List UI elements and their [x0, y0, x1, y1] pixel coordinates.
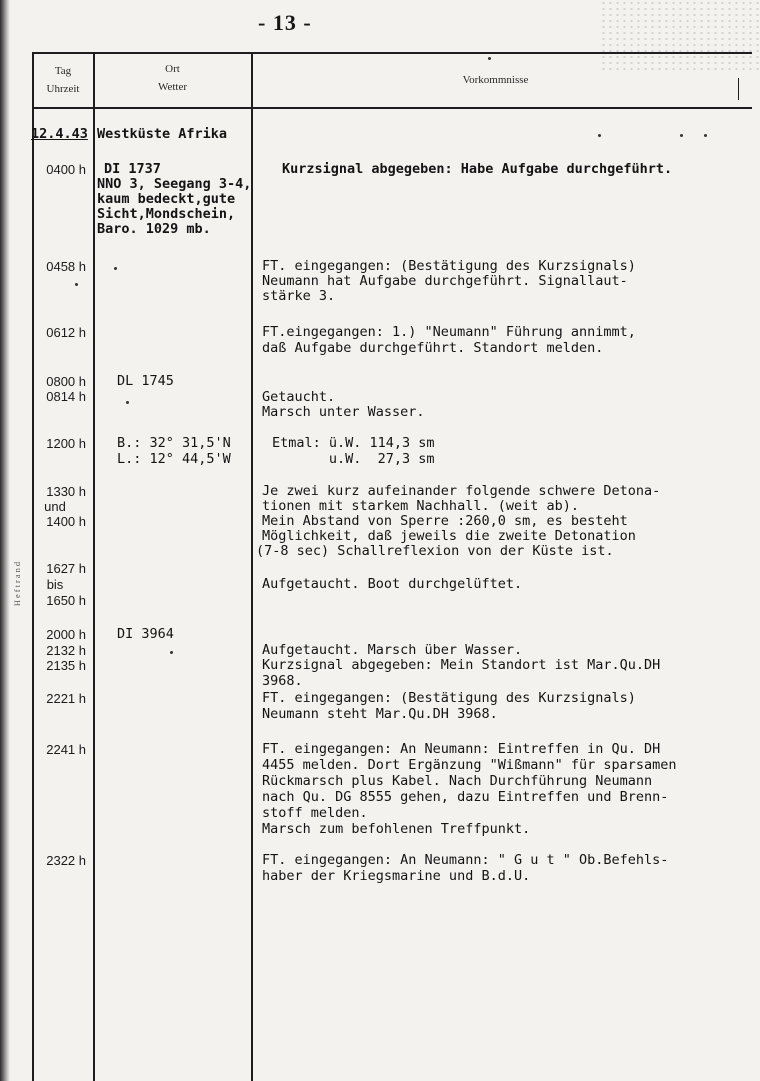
time-0400: 0400 h [46, 162, 86, 177]
time-1627: 1627 h [46, 561, 86, 576]
text-2322-line: FT. eingegangen: An Neumann: " G u t " Ob.Befehls- [262, 852, 669, 868]
ort-0400-line: Sicht,Mondschein, [97, 206, 236, 222]
text-0612-line: FT.eingegangen: 1.) "Neumann" Führung annimmt, [262, 324, 636, 340]
column-divider-2 [251, 52, 253, 1081]
time-1650: 1650 h [46, 593, 86, 608]
header-tag-uhrzeit [34, 62, 92, 98]
time-2132: 2132 h [46, 643, 86, 658]
text-2241-line: stoff melden. [262, 805, 368, 821]
time-und: und [44, 499, 66, 514]
speck [598, 134, 601, 137]
time-2135: 2135 h [46, 658, 86, 673]
speck [126, 401, 129, 404]
text-2241-line: nach Qu. DG 8555 gehen, dazu Eintreffen und Brenn- [262, 789, 669, 805]
entry-location: Westküste Afrika [97, 126, 228, 142]
time-0458: 0458 h [46, 259, 86, 274]
text-1330-line: Möglichkeit, daß jeweils die zweite Detonation [262, 528, 636, 544]
margin-label: Heftrand [12, 559, 22, 607]
header-wetter: Wetter [157, 81, 188, 93]
text-0458-line: stärke 3. [262, 288, 336, 304]
time-1200: 1200 h [46, 436, 86, 451]
text-1200-line: u.W. 27,3 sm [272, 451, 435, 467]
text-2000-line: Kurzsignal abgegeben: Mein Standort ist Mar.Qu.DH [262, 657, 661, 673]
column-divider-1 [93, 52, 95, 1081]
text-0612-line: daß Aufgabe durchgeführt. Standort melden. [262, 340, 604, 356]
text-2322-line: haber der Kriegsmarine und B.d.U. [262, 868, 531, 884]
text-0800-line: Marsch unter Wasser. [262, 404, 425, 420]
time-0612: 0612 h [46, 325, 86, 340]
text-2000-line: 3968. [262, 673, 303, 689]
header-vorkommnisse: Vorkommnisse [462, 74, 529, 86]
time-1330: 1330 h [46, 484, 86, 499]
text-2241-line: Rückmarsch plus Kabel. Nach Durchführung Neumann [262, 773, 653, 789]
text-0800-line: Getaucht. [262, 389, 336, 405]
binding-shadow [0, 0, 10, 1081]
ort-0400-line: kaum bedeckt,gute [97, 191, 236, 207]
ort-1200-line: B.: 32° 31,5'N [117, 435, 231, 451]
time-0800: 0800 h [46, 374, 86, 389]
time-bis: bis [46, 577, 64, 592]
speck [75, 283, 78, 286]
text-2241-line: FT. eingegangen: An Neumann: Eintreffen in Qu. DH [262, 741, 661, 757]
text-2000-line: Aufgetaucht. Marsch über Wasser. [262, 642, 523, 658]
text-2000-line: Neumann steht Mar.Qu.DH 3968. [262, 706, 498, 722]
ort-0400-line: NNO 3, Seegang 3-4, [97, 176, 252, 192]
time-2221: 2221 h [46, 691, 86, 706]
text-1330-line: (7-8 sec) Schallreflexion von der Küste ist. [256, 543, 614, 559]
text-0458-line: FT. eingegangen: (Bestätigung des Kurzsignals) [262, 258, 636, 274]
header-bottom-border [32, 107, 752, 109]
time-1400: 1400 h [46, 514, 86, 529]
scan-noise [600, 0, 760, 70]
page-number: - 13 - [258, 10, 312, 35]
speck [680, 134, 683, 137]
text-2241-line: 4455 melden. Dort Ergänzung "Wißmann" für sparsamen [262, 757, 677, 773]
text-1330-line: Je zwei kurz aufeinander folgende schwere Detona- [262, 483, 661, 499]
entry-date: 12.4.43 [31, 126, 88, 142]
text-0400-line: Kurzsignal abgegeben: Habe Aufgabe durchgeführt. [282, 161, 673, 177]
ort-0800: DL 1745 [117, 373, 174, 389]
header-uhrzeit: Uhrzeit [46, 83, 80, 95]
time-0814: 0814 h [46, 389, 86, 404]
text-1627-line: Aufgetaucht. Boot durchgelüftet. [262, 576, 523, 592]
table-right-border [738, 78, 739, 100]
speck [488, 57, 491, 60]
text-2241-line: Marsch zum befohlenen Treffpunkt. [262, 821, 531, 837]
header-tag: Tag [54, 65, 72, 77]
text-2000-line: FT. eingegangen: (Bestätigung des Kurzsignals) [262, 690, 636, 706]
speck [170, 651, 173, 654]
time-2241: 2241 h [46, 742, 86, 757]
header-ort-wetter [95, 60, 250, 96]
ort-0400-line: Baro. 1029 mb. [97, 221, 211, 237]
text-0458-line: Neumann hat Aufgabe durchgeführt. Signallaut- [262, 273, 628, 289]
table-top-border [32, 52, 752, 54]
text-1200-line: Etmal: ü.W. 114,3 sm [272, 435, 435, 451]
speck [704, 134, 707, 137]
text-1330-line: Mein Abstand von Sperre :260,0 sm, es besteht [262, 513, 628, 529]
ort-0400-line: DI 1737 [104, 161, 161, 177]
header-ort: Ort [165, 63, 180, 75]
ort-2000: DI 3964 [117, 626, 174, 642]
time-2000: 2000 h [46, 627, 86, 642]
text-1330-line: tionen mit starkem Nachhall. (weit ab). [262, 498, 579, 514]
time-2322: 2322 h [46, 853, 86, 868]
speck [114, 267, 117, 270]
ort-1200-line: L.: 12° 44,5'W [117, 451, 231, 467]
